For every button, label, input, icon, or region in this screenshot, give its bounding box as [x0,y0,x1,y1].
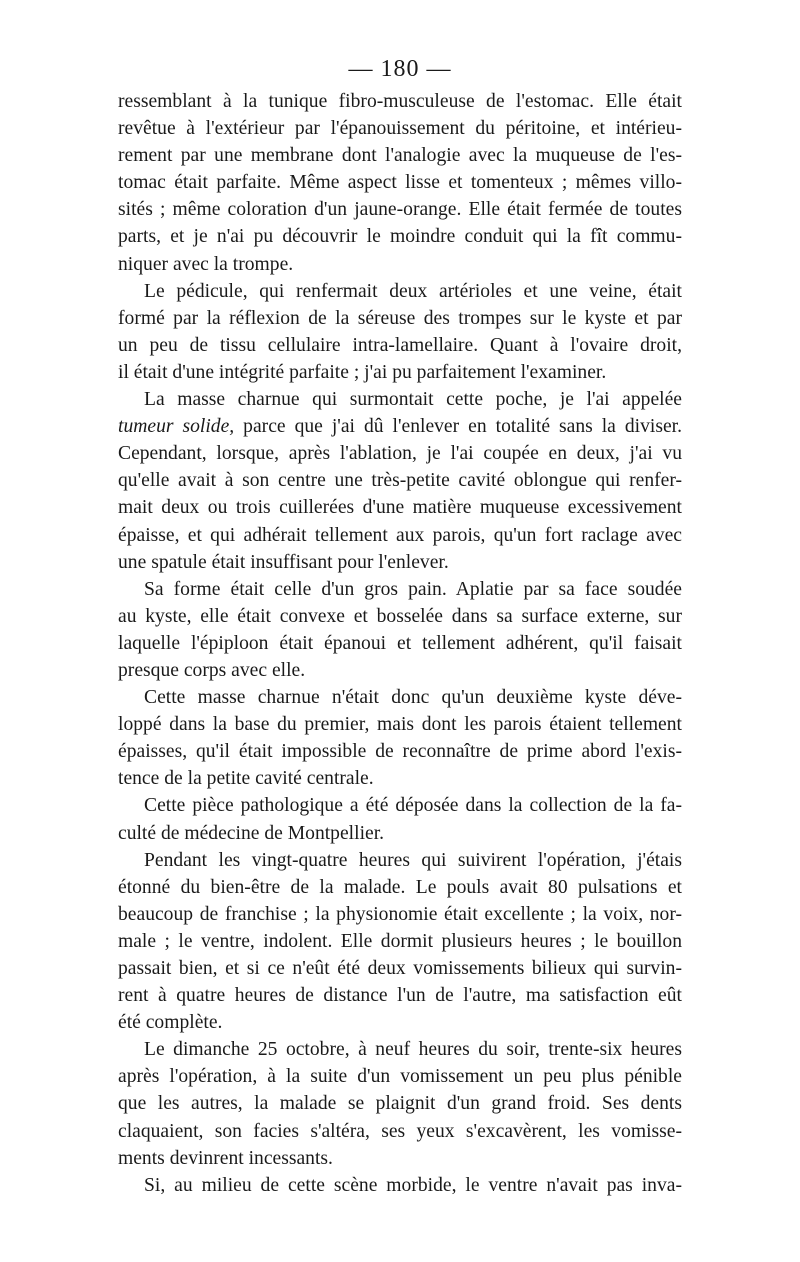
paragraph [118,684,682,792]
text-line: ressemblant à la tunique fibro-musculeuse de l'estomac. Elle était [118,91,682,112]
text-line: tence de la petite cavité centrale. [118,768,374,790]
text-line: Cependant, lorsque, après l'ablation, je l'ai coupée en deux, j'ai vu [118,443,682,465]
text-line: Le dimanche 25 octobre, à neuf heures du soir, trente-six heures [144,1039,682,1061]
paragraph [118,278,682,386]
text-line: mait deux ou trois cuillerées d'une matière muqueuse excessivement [118,497,682,519]
text-line: Cette masse charnue n'était donc qu'un deuxième kyste déve- [144,687,682,709]
text-line: été complète. [118,1012,223,1034]
text-line: qu'elle avait à son centre une très-petite cavité oblongue qui renfer- [118,470,682,492]
text-line: presque corps avec elle. [118,659,306,681]
text-line: tomac était parfaite. Même aspect lisse et tomenteux ; mêmes villo- [118,172,682,194]
text-line: rent à quatre heures de distance l'un de l'autre, ma satisfaction eût [118,985,682,1007]
text-line: La masse charnue qui surmontait cette poche, je l'ai appelée [144,389,682,411]
text-line: après l'opération, à la suite d'un vomissement un peu plus pénible [118,1066,682,1088]
text-line: rement par une membrane dont l'analogie avec la muqueuse de l'es- [118,145,682,167]
text-line: laquelle l'épiploon était épanoui et tellement adhérent, qu'il faisait [118,632,682,654]
paragraph [118,88,682,278]
text-line: étonné du bien-être de la malade. Le pouls avait 80 pulsations et [118,876,682,898]
text-line: passait bien, et si ce n'eût été deux vomissements bilieux qui survin- [118,958,682,979]
paragraph [118,1172,682,1199]
text-line: au kyste, elle était convexe et bosselée dans sa surface externe, sur [118,605,682,627]
text-line: formé par la réflexion de la séreuse des trompes sur le kyste et par [118,307,682,329]
text-line: épaisses, qu'il était impossible de reconnaître de prime abord l'exis- [118,741,682,763]
text-line: claquaient, son facies s'altéra, ses yeux s'excavèrent, les vomisse- [118,1120,682,1142]
text-line: culté de médecine de Montpellier. [118,822,385,844]
page-number: — 180 — [348,56,452,82]
text-line: parts, et je n'ai pu découvrir le moindre conduit qui la fît commu- [118,226,682,248]
text-line-with-italic [118,413,682,440]
text-line: sités ; même coloration d'un jaune-orange. Elle était fermée de toutes [118,199,682,221]
text-line: que les autres, la malade se plaignit d'un grand froid. Ses dents [118,1093,682,1115]
paragraph [118,792,682,846]
paragraph [118,576,682,684]
text-line: épaisse, et qui adhérait tellement aux parois, qu'un fort raclage avec [118,524,682,546]
text-fragment: parce que j'ai dû l'enlever en totalité sans la diviser. [234,416,682,438]
text-line: il était d'une intégrité parfaite ; j'ai pu parfaitement l'examiner. [118,361,607,383]
body-text [118,88,682,1199]
paragraph [118,386,682,576]
text-line: beaucoup de franchise ; la physionomie était excellente ; la voix, nor- [118,903,682,925]
paragraph [118,847,682,1037]
text-line: Si, au milieu de cette scène morbide, le ventre n'avait pas inva- [144,1174,682,1196]
text-line: Sa forme était celle d'un gros pain. Aplatie par sa face soudée [144,578,682,600]
text-line: ments devinrent incessants. [118,1147,333,1169]
text-line: loppé dans la base du premier, mais dont les parois étaient tellement [118,714,682,736]
text-line: revêtue à l'extérieur par l'épanouissement du péritoine, et intérieu- [118,118,682,140]
text-line: male ; le ventre, indolent. Elle dormit plusieurs heures ; le bouillon [118,930,682,952]
paragraph [118,1036,682,1171]
text-line: une spatule était insuffisant pour l'enlever. [118,551,449,573]
text-line: Pendant les vingt-quatre heures qui suivirent l'opération, j'étais [144,849,682,871]
text-line: Le pédicule, qui renfermait deux artérioles et une veine, était [144,280,682,302]
text-line: niquer avec la trompe. [118,253,294,275]
text-line: Cette pièce pathologique a été déposée dans la collection de la fa- [144,795,682,817]
italic-term: tumeur solide, [118,416,235,438]
text-line: un peu de tissu cellulaire intra-lamellaire. Quant à l'ovaire droit, [118,334,682,356]
